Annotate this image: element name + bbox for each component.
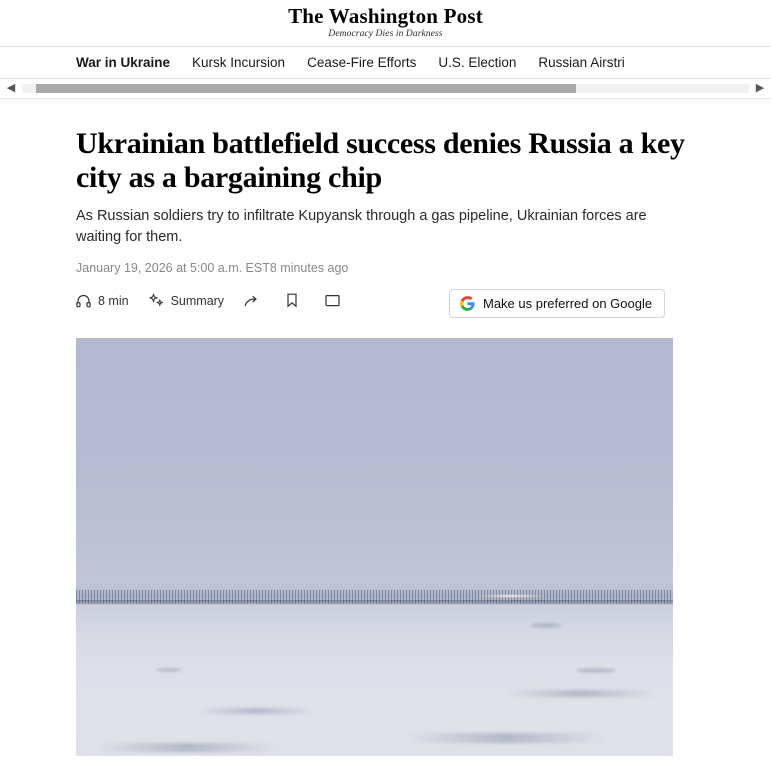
- comment-button[interactable]: [325, 294, 347, 308]
- treeline-shadow: [76, 600, 673, 605]
- snow-detail: [406, 733, 606, 743]
- make-preferred-on-google-button[interactable]: [449, 289, 665, 318]
- scroll-right-arrow-icon[interactable]: ▶: [755, 82, 765, 94]
- save-button[interactable]: [286, 293, 305, 308]
- bookmark-icon: [286, 293, 298, 308]
- topic-item-russian-airstrikes[interactable]: Russian Airstri: [538, 55, 625, 70]
- lead-image: [76, 338, 673, 756]
- google-pill-label: Make us preferred on Google: [483, 296, 653, 311]
- topic-item-kursk-incursion[interactable]: Kursk Incursion: [192, 55, 286, 70]
- scrollbar-track[interactable]: [22, 84, 749, 93]
- topic-item-us-election[interactable]: U.S. Election: [438, 55, 517, 70]
- masthead: [0, 0, 771, 39]
- article-subheadline: As Russian soldiers try to infiltrate Kupyansk through a gas pipeline, Ukrainian forces are waiting for them.: [76, 208, 647, 245]
- snow-detail: [196, 708, 316, 714]
- scrollbar-thumb[interactable]: [36, 84, 576, 93]
- share-icon: [244, 294, 259, 308]
- topic-item-war-in-ukraine[interactable]: War in Ukraine: [76, 55, 171, 70]
- snow-detail: [576, 668, 616, 673]
- snow-detail: [506, 690, 656, 697]
- headphones-icon: [76, 294, 91, 308]
- listen-button[interactable]: [76, 294, 129, 308]
- article-timestamp: January 19, 2026 at 5:00 a.m. EST8 minutes ago: [76, 261, 349, 275]
- share-button[interactable]: [244, 294, 266, 308]
- snow-field-photo: [76, 338, 673, 756]
- summary-label: Summary: [170, 293, 225, 308]
- snow-detail: [156, 668, 182, 672]
- scroll-left-arrow-icon[interactable]: ◀: [6, 82, 16, 94]
- topic-nav-bar: [0, 46, 771, 79]
- summary-button[interactable]: [149, 293, 224, 308]
- topic-nav[interactable]: [0, 47, 771, 78]
- snow-detail: [531, 623, 561, 628]
- horizon-glow: [476, 594, 546, 598]
- topic-item-cease-fire-efforts[interactable]: Cease-Fire Efforts: [307, 55, 417, 70]
- article-action-bar: [76, 293, 695, 311]
- snow-detail: [96, 743, 276, 752]
- google-icon: [460, 296, 475, 311]
- site-slogan: Democracy Dies in Darkness: [328, 29, 443, 39]
- comment-icon: [325, 294, 340, 308]
- page-title: Ukrainian battlefield success denies Russia a key city as a bargaining chip: [76, 127, 685, 194]
- listen-duration: 8 min: [98, 293, 129, 308]
- site-logo[interactable]: The Washington Post: [288, 4, 483, 28]
- sparkle-icon: [149, 293, 164, 308]
- article-header: [0, 99, 771, 311]
- horizontal-scrollbar[interactable]: [0, 79, 771, 99]
